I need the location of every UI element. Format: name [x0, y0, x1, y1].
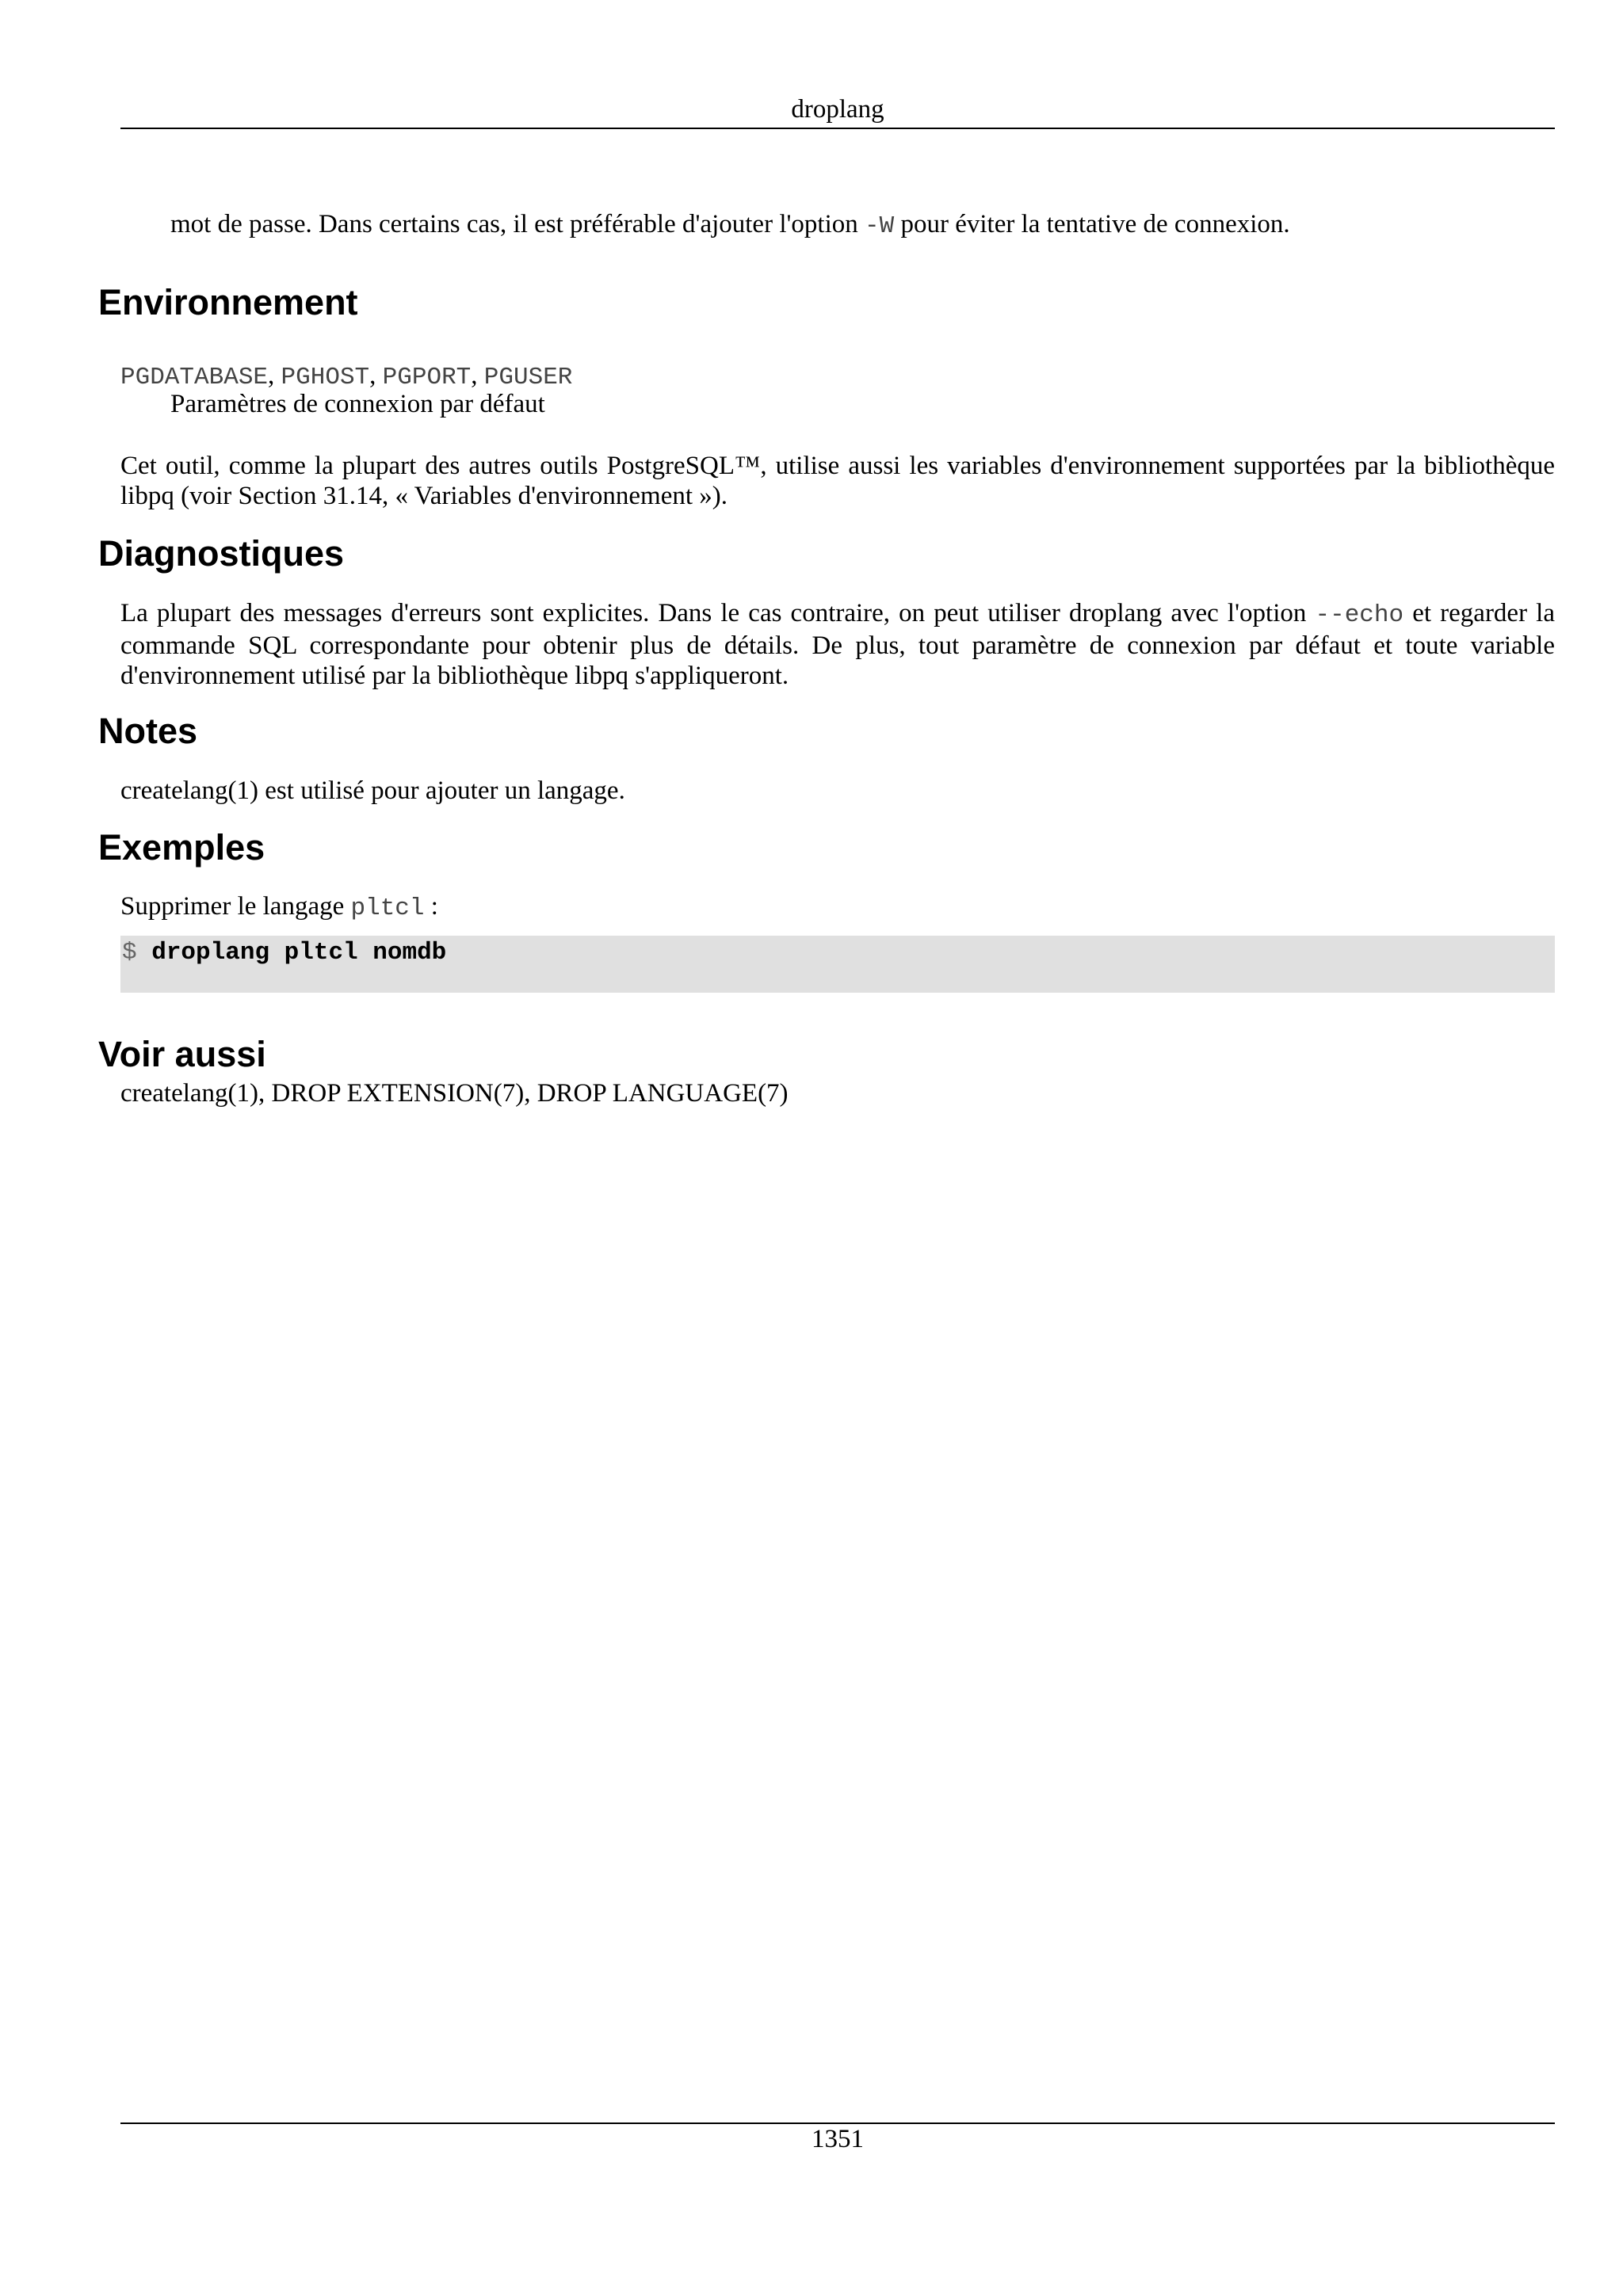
heading-diagnostiques: Diagnostiques: [98, 533, 345, 574]
heading-exemples: Exemples: [98, 827, 265, 868]
option-w: -W: [865, 212, 895, 240]
intro-text-before: mot de passe. Dans certains cas, il est préférable d'ajouter l'option: [170, 210, 865, 238]
env-var-list: [120, 360, 572, 393]
page-number: 1351: [812, 2125, 864, 2153]
diagnostiques-text-before: La plupart des messages d'erreurs sont explicites. Dans le cas contraire, on peut utiliser droplang avec l'option: [120, 599, 1316, 627]
env-var-pgdatabase: PGDATABASE: [120, 364, 269, 391]
env-var-pghost: PGHOST: [281, 364, 370, 391]
env-var-separator: ,: [471, 361, 484, 390]
env-var-description: Paramètres de connexion par défaut: [170, 390, 545, 418]
intro-text-after: pour éviter la tentative de connexion.: [894, 210, 1290, 238]
exemples-text-before: Supprimer le langage: [120, 892, 351, 921]
env-var-separator: ,: [369, 361, 383, 390]
option-echo: --echo: [1315, 601, 1404, 629]
shell-prompt: $: [122, 939, 152, 967]
intro-paragraph: [170, 209, 1555, 242]
env-var-pguser: PGUSER: [483, 364, 573, 391]
exemples-paragraph: [120, 891, 1555, 924]
heading-notes: Notes: [98, 711, 198, 751]
code-example: [120, 936, 1555, 993]
environnement-paragraph: Cet outil, comme la plupart des autres outils PostgreSQL™, utilise aussi les variables d'environnement supportées par la bibliothèque libpq (voir Section 31.14, « Variables d'environnement »).: [120, 452, 1555, 510]
diagnostiques-paragraph: [120, 598, 1555, 691]
running-header: droplang: [791, 95, 884, 124]
env-var-separator: ,: [268, 361, 281, 390]
language-pltcl: pltcl: [350, 894, 425, 922]
env-var-pgport: PGPORT: [382, 364, 472, 391]
header-rule: [120, 128, 1555, 129]
exemples-text-after: :: [424, 892, 438, 921]
code-line: [122, 939, 446, 967]
diagnostiques-text-after: et regarder la commande SQL correspondante pour obtenir plus de détails. De plus, tout paramètre de connexion par défaut et toute variable d'environnement utilisé par la bibliothèque libpq s'appliqueront.: [120, 599, 1555, 690]
heading-voir-aussi: Voir aussi: [98, 1034, 266, 1074]
notes-paragraph: createlang(1) est utilisé pour ajouter un langage.: [120, 776, 625, 805]
voir-aussi-links: createlang(1), DROP EXTENSION(7), DROP LANGUAGE(7): [120, 1079, 789, 1108]
shell-command: droplang pltcl nomdb: [151, 939, 447, 967]
heading-environnement: Environnement: [98, 282, 358, 322]
